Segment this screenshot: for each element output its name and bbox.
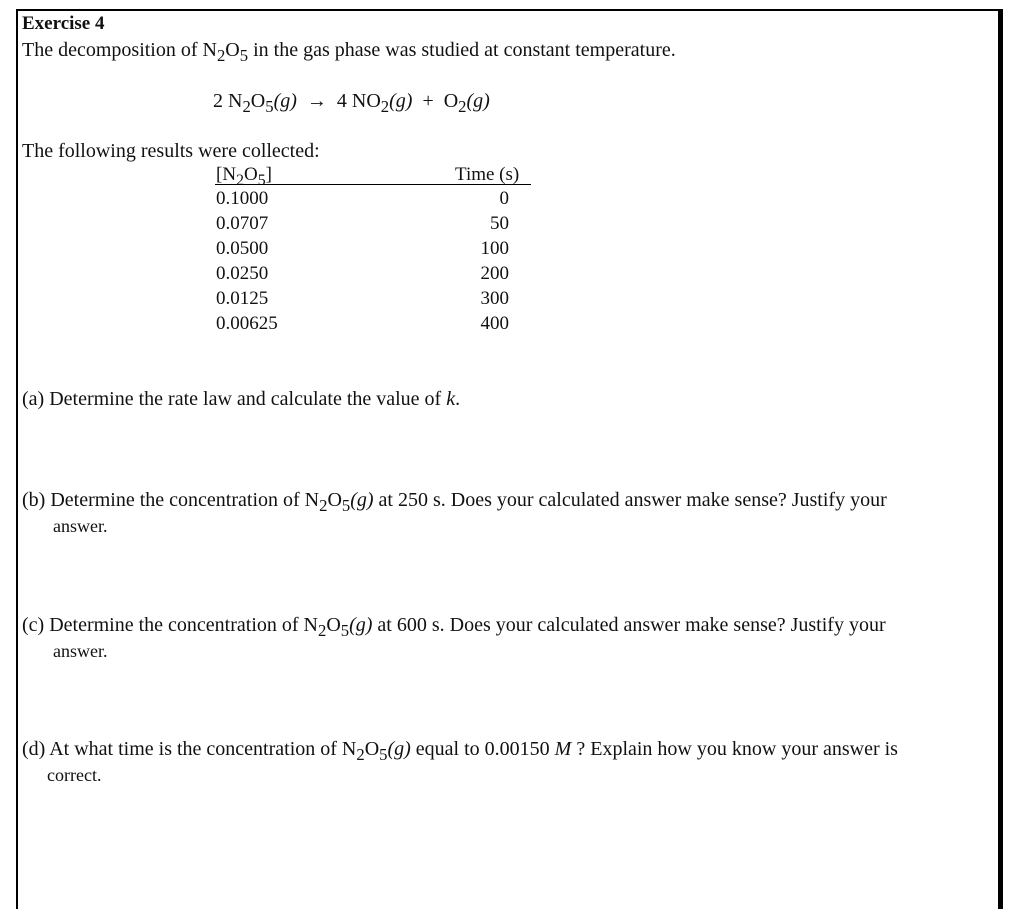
question-b: (b) Determine the concentration of $N_2O_5(g)$ at 250 s. Does your calculated answer make sense? Justify your <box>22 489 887 515</box>
table-header-time: Time (s) <box>455 164 520 185</box>
table-cell-time: 200 <box>480 263 509 284</box>
question-a: (a) Determine the rate law and calculate the value of k. <box>22 388 461 410</box>
question-d: (d) At what time is the concentration of $N_2O_5(g)$ equal to 0.00150 M ? Explain how you know your answer is <box>22 738 898 764</box>
exercise-title: Exercise 4 <box>22 13 105 34</box>
intro-text: The decomposition of $N_2O_5$ in the gas phase was studied at constant temperature. <box>22 39 676 65</box>
table-cell-conc: 0.0125 <box>216 288 269 309</box>
results-label: The following results were collected: <box>22 140 320 162</box>
table-cell-conc: 0.1000 <box>216 188 269 209</box>
reaction-equation: 2 $N_2O_5(g) \to 4$ $NO_2(g) + O_2(g)$ <box>213 90 490 116</box>
table-cell-time: 400 <box>480 313 509 334</box>
question-c-continuation: answer. <box>53 641 108 661</box>
table-header-rule <box>215 184 531 185</box>
table-cell-conc: 0.00625 <box>216 313 278 334</box>
table-cell-time: 100 <box>480 238 509 259</box>
table-cell-conc: 0.0500 <box>216 238 269 259</box>
table-cell-conc: 0.0707 <box>216 213 269 234</box>
question-b-continuation: answer. <box>53 516 108 536</box>
table-cell-time: 50 <box>490 213 509 234</box>
table-header-concentration: $[N_2O_5]$ <box>216 164 272 189</box>
question-c: (c) Determine the concentration of $N_2O_5(g)$ at 600 s. Does your calculated answer make sense? Justify your <box>22 614 886 640</box>
table-cell-conc: 0.0250 <box>216 263 269 284</box>
question-d-continuation: correct. <box>47 765 102 785</box>
table-cell-time: 0 <box>499 188 509 209</box>
table-cell-time: 300 <box>480 288 509 309</box>
